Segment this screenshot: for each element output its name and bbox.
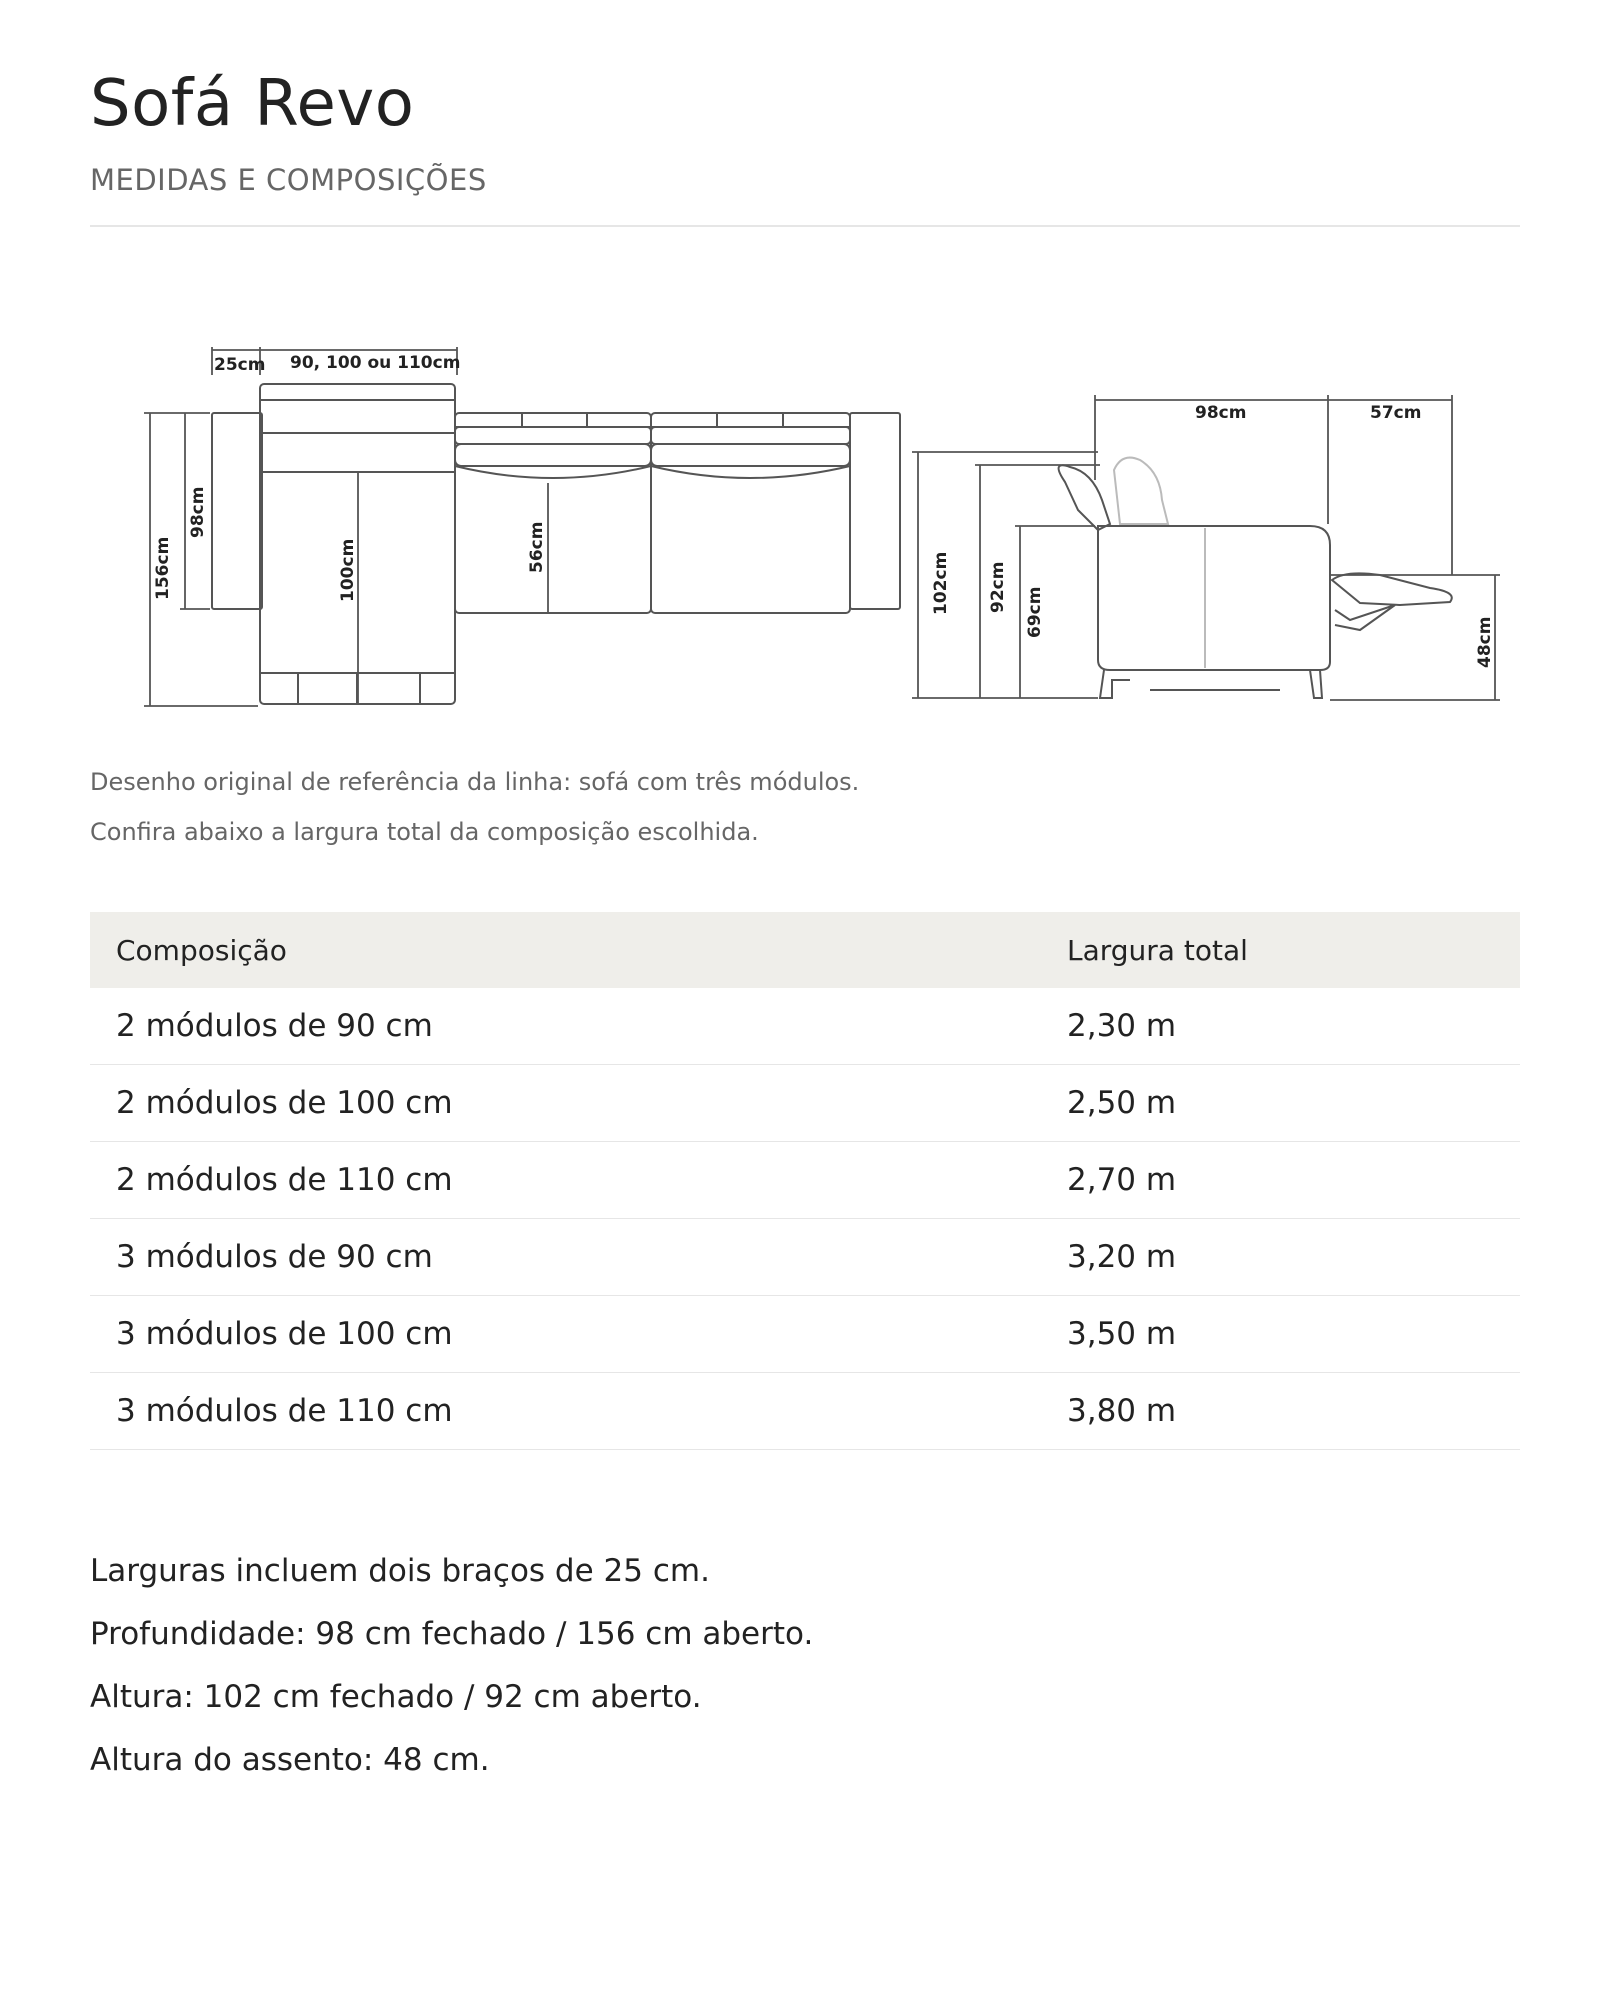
- spec-seat-height: Altura do assento: 48 cm.: [90, 1742, 490, 1778]
- drawing-note: Desenho original de referência da linha: sofá com três módulos.: [90, 768, 860, 796]
- page-title: Sofá Revo: [90, 67, 415, 141]
- dimension-label-seat-depth: 56cm: [527, 521, 547, 573]
- table-header-row: [90, 912, 1520, 988]
- dimension-label-depth-open: 156cm: [153, 536, 173, 600]
- dimension-label-arm-width: 25cm: [214, 355, 266, 375]
- width-cell: 2,30 m: [1041, 988, 1520, 1065]
- table-row: [90, 1142, 1520, 1219]
- composition-table: [90, 912, 1520, 1450]
- composition-cell: 2 módulos de 90 cm: [90, 988, 1041, 1065]
- drawing-note-2: Confira abaixo a largura total da composição escolhida.: [90, 818, 759, 846]
- table-row: [90, 1373, 1520, 1450]
- dimension-label-height-open: 92cm: [988, 561, 1008, 613]
- spec-height: Altura: 102 cm fechado / 92 cm aberto.: [90, 1679, 702, 1715]
- dimension-label-chaise-length: 100cm: [338, 538, 358, 602]
- width-cell: 3,20 m: [1041, 1219, 1520, 1296]
- dimension-label-module-width: 90, 100 ou 110cm: [290, 353, 461, 373]
- dimension-label-depth: 98cm: [188, 486, 208, 538]
- composition-cell: 2 módulos de 110 cm: [90, 1142, 1041, 1219]
- page-subtitle: MEDIDAS E COMPOSIÇÕES: [90, 163, 487, 197]
- table-row: [90, 988, 1520, 1065]
- width-cell: 2,50 m: [1041, 1065, 1520, 1142]
- dimension-label-depth: 98cm: [1195, 403, 1247, 423]
- dimension-label-height-closed: 102cm: [931, 551, 951, 615]
- column-header-width: Largura total: [1041, 912, 1520, 988]
- composition-cell: 3 módulos de 100 cm: [90, 1296, 1041, 1373]
- dimension-label-footrest: 57cm: [1370, 403, 1422, 423]
- dimension-label-arm-height: 69cm: [1025, 586, 1045, 638]
- width-cell: 2,70 m: [1041, 1142, 1520, 1219]
- width-cell: 3,50 m: [1041, 1296, 1520, 1373]
- composition-cell: 2 módulos de 100 cm: [90, 1065, 1041, 1142]
- width-cell: 3,80 m: [1041, 1373, 1520, 1450]
- table-row: [90, 1065, 1520, 1142]
- table-row: [90, 1296, 1520, 1373]
- column-header-composition: Composição: [90, 912, 1041, 988]
- dimension-label-seat-height: 48cm: [1475, 616, 1495, 668]
- spec-arms: Larguras incluem dois braços de 25 cm.: [90, 1553, 710, 1589]
- composition-cell: 3 módulos de 90 cm: [90, 1219, 1041, 1296]
- table-row: [90, 1219, 1520, 1296]
- composition-cell: 3 módulos de 110 cm: [90, 1373, 1041, 1450]
- spec-depth: Profundidade: 98 cm fechado / 156 cm aberto.: [90, 1616, 814, 1652]
- header-divider: [90, 225, 1520, 227]
